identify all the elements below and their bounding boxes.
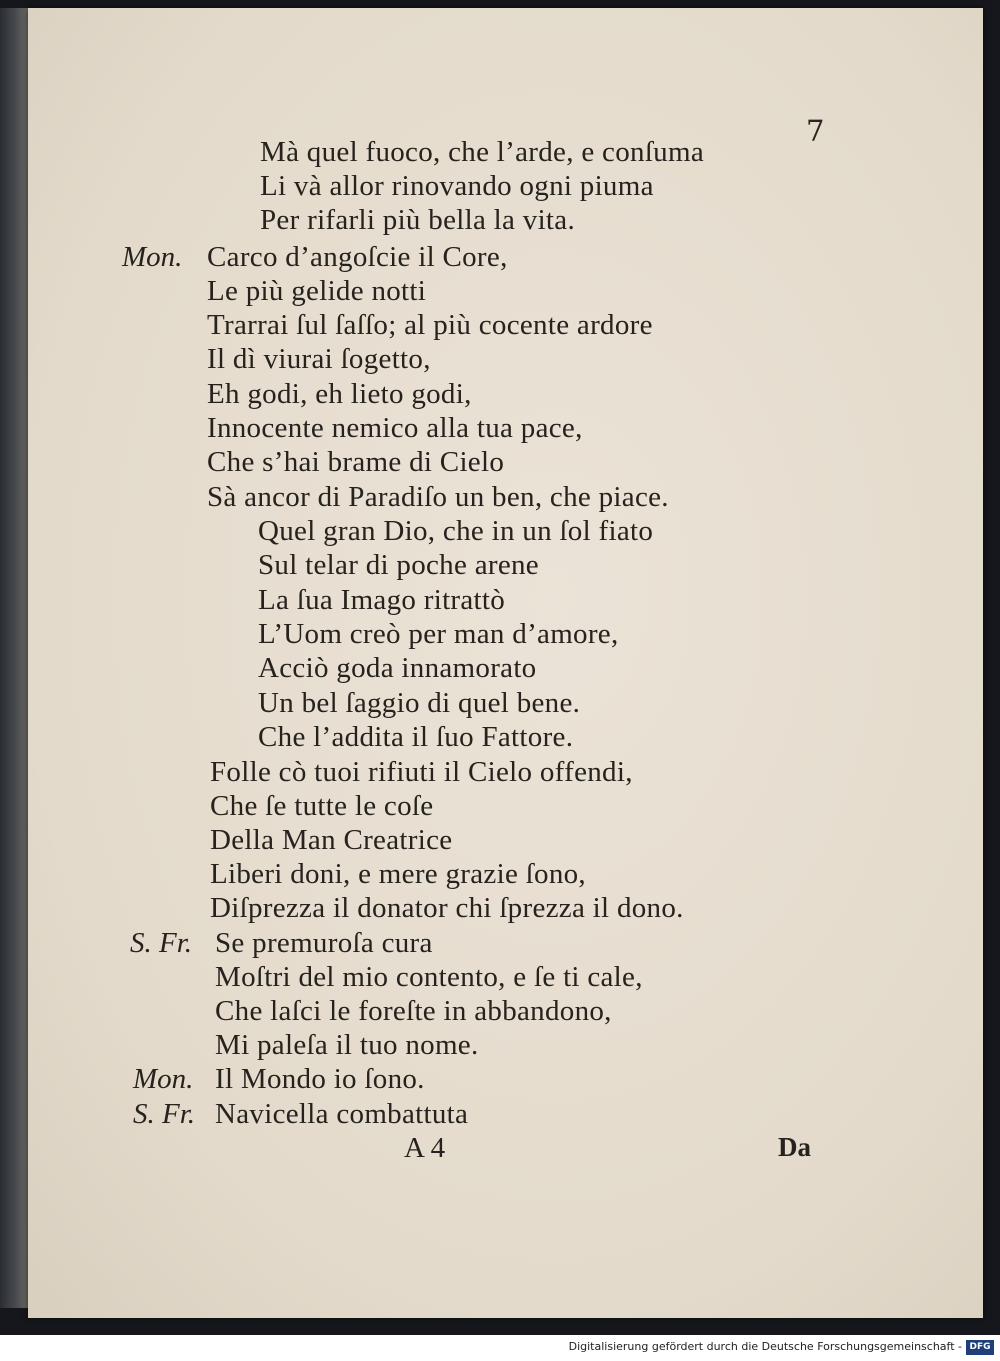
verse-text: Moſtri del mio contento, e ſe ti cale,: [215, 961, 643, 993]
verse-text: Li và allor rinovando ogni piuma: [260, 170, 654, 202]
verse-text: Un bel ſaggio di quel bene.: [258, 687, 581, 719]
verse-text: Quel gran Dio, che in un ſol fiato: [258, 515, 654, 547]
funding-credit: Digitalisierung gefördert durch die Deutsche Forschungsgemeinschaft -: [568, 1340, 962, 1353]
verse-text: Le più gelide notti: [207, 275, 427, 307]
verse-text: Della Man Creatrice: [210, 824, 453, 856]
signature-mark: A 4: [404, 1132, 446, 1164]
speaker-label: Mon.: [122, 241, 183, 273]
verse-text: Liberi doni, e mere grazie ſono,: [210, 858, 586, 890]
speaker-label: Mon.: [133, 1063, 194, 1095]
verse-text: L’Uom creò per man d’amore,: [258, 618, 619, 650]
speaker-label: S. Fr.: [133, 1098, 196, 1130]
footer-bar: [0, 1335, 1000, 1361]
verse-text: Mà quel fuoco, che l’arde, e conſuma: [260, 136, 705, 168]
verse-text: Diſprezza il donator chi ſprezza il dono.: [210, 892, 684, 924]
verse-text: Per rifarli più bella la vita.: [260, 204, 576, 236]
verse-text: Carco d’angoſcie il Core,: [207, 241, 508, 273]
verse-text: Che l’addita il ſuo Fattore.: [258, 721, 574, 753]
verse-text: Che laſci le foreſte in abbandono,: [215, 995, 612, 1027]
verse-text: Il dì viurai ſogetto,: [207, 343, 431, 375]
book-spine: [0, 8, 28, 1308]
verse-text: Se premuroſa cura: [215, 927, 433, 959]
verse-text: Che ſe tutte le coſe: [210, 790, 434, 822]
verse-text: Folle cò tuoi rifiuti il Cielo offendi,: [210, 756, 633, 788]
verse-text: Acciò goda innamorato: [258, 652, 537, 684]
verse-text: Trarrai ſul ſaſſo; al più cocente ardore: [207, 309, 653, 341]
verse-text: La ſua Imago ritrattò: [258, 584, 506, 616]
speaker-label: S. Fr.: [130, 927, 193, 959]
verse-text: Che s’hai brame di Cielo: [207, 446, 505, 478]
verse-text: Innocente nemico alla tua pace,: [207, 412, 583, 444]
page-number: 7: [806, 114, 825, 148]
verse-text: Eh godi, eh lieto godi,: [207, 378, 472, 410]
dfg-logo: DFG: [966, 1340, 994, 1355]
catchword: Da: [778, 1132, 811, 1162]
verse-text: Sà ancor di Paradiſo un ben, che piace.: [207, 481, 669, 513]
verse-text: Navicella combattuta: [215, 1098, 469, 1130]
verse-text: Il Mondo io ſono.: [215, 1063, 425, 1095]
verse-text: Sul telar di poche arene: [258, 549, 539, 581]
verse-text: Mi paleſa il tuo nome.: [215, 1029, 479, 1061]
